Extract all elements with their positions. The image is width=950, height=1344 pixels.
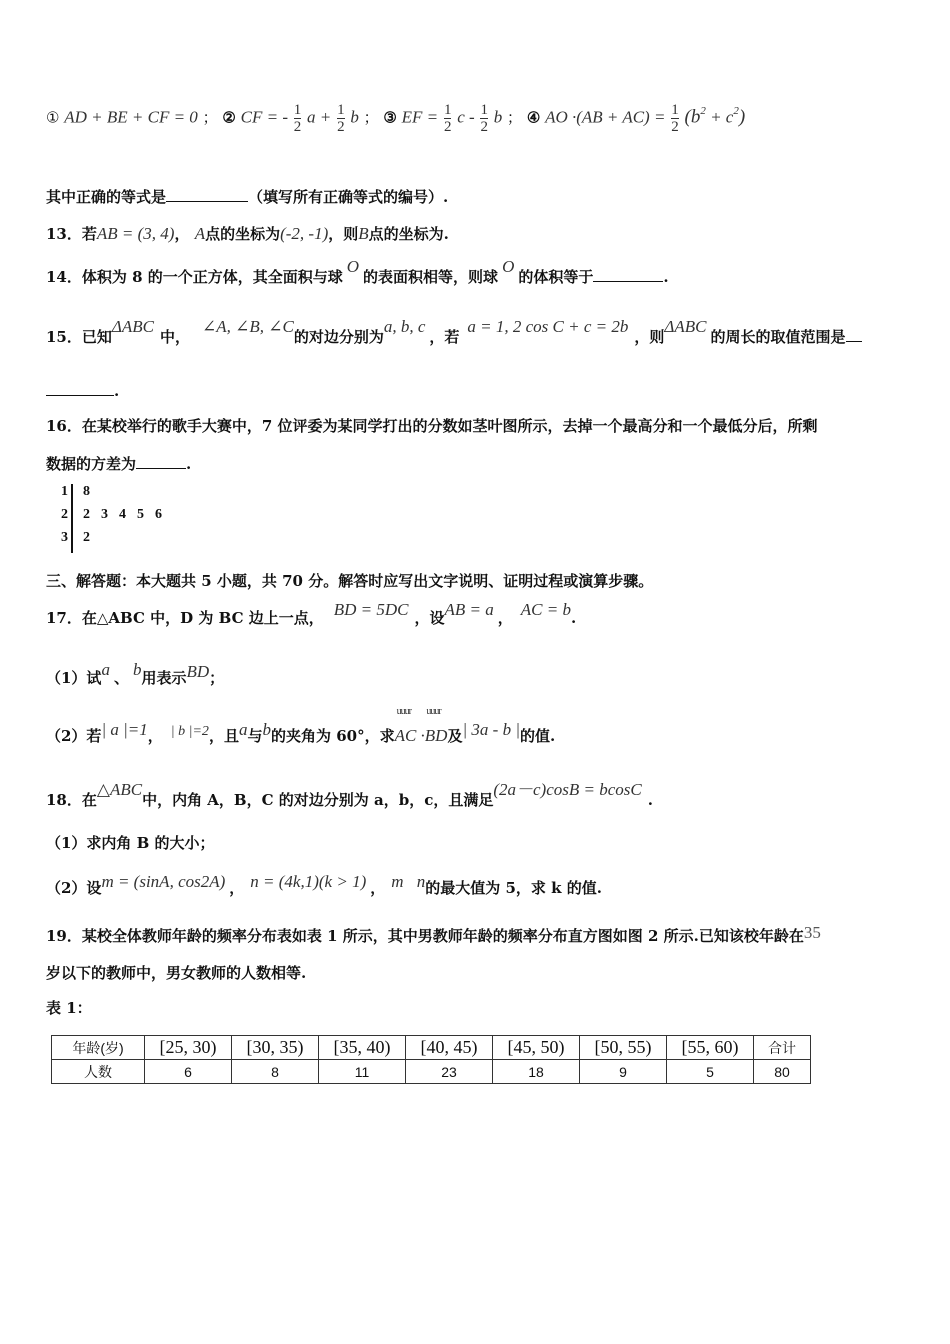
q19-line2 [46, 962, 306, 983]
section-3-text: 三、解答题：本大题共 5 小题，共 70 分。解答时应写出文字说明、证明过程或演算步骤。 [46, 572, 654, 590]
table-row-age [52, 1036, 811, 1060]
table-total: 80 [754, 1060, 811, 1084]
q17-cond1: BD = 5DC [333, 600, 409, 619]
eq4-plus: + c [705, 107, 734, 127]
eq4-open: (b [684, 106, 701, 128]
section-3-heading [46, 570, 653, 591]
eq3-end: b [493, 107, 503, 127]
eq3-lhs: EF = [401, 107, 439, 127]
eq3-frac-2: $\frac{1}{2}$ [480, 102, 488, 135]
q14-O1: O [346, 257, 360, 276]
answer-blank-q15-b[interactable] [46, 394, 114, 396]
q18-part1 [46, 832, 215, 853]
eq4-frac: $\frac{1}{2}$ [671, 102, 679, 135]
semicolon-3: ； [507, 108, 523, 127]
q17-p1-b: 用表示 [141, 669, 187, 687]
semicolon-2: ； [363, 108, 379, 127]
q17-p2-norm-a: | a |=1 [101, 720, 148, 739]
table-count: 8 [232, 1060, 319, 1084]
answer-blank-q14[interactable] [593, 280, 663, 282]
q13-pointB: B [358, 224, 369, 243]
q18-tri: △ABC [96, 780, 143, 799]
stem-divider-2 [71, 507, 73, 530]
table-row-count [52, 1060, 811, 1084]
q15-sides: a, b, c [383, 317, 426, 336]
table1-label [46, 997, 92, 1018]
q15-t6: 的周长的取值范围是 [710, 328, 846, 346]
stem-1: 1 [61, 484, 68, 499]
table-count: 9 [580, 1060, 667, 1084]
q17-t1: 17．在△ABC 中，D 为 BC 边上一点， [46, 609, 324, 627]
stem-3: 3 [61, 530, 68, 545]
q17-cond2: AB = a [444, 600, 494, 619]
q19-t1: 19．某校全体教师年龄的频率分布表如表 1 所示，其中男教师年龄的频率分布直方图如图 2 所示.已知该校年龄在 [46, 927, 804, 945]
table-interval: [55, 60) [667, 1036, 754, 1060]
table-interval: [50, 55) [580, 1036, 667, 1060]
q13 [46, 223, 449, 244]
q15-t2: 中， [159, 328, 190, 346]
q16-line1 [46, 415, 818, 436]
q13-vec: AB = (3, 4) [96, 224, 175, 243]
q15-cont [46, 382, 119, 400]
table-header-age: 年龄(岁) [52, 1036, 145, 1060]
eq3-frac-1: $\frac{1}{2}$ [443, 102, 452, 135]
q17-vector-marks: uuur uuur [396, 706, 441, 717]
table-count: 23 [406, 1060, 493, 1084]
q19 [46, 925, 821, 946]
table-count: 6 [145, 1060, 232, 1084]
table-header-count: 人数 [52, 1060, 145, 1084]
table-header-total: 合计 [754, 1036, 811, 1060]
q18-c2: ， [370, 879, 386, 897]
circle-1: ① [46, 108, 60, 127]
eq1: AD + BE + CF = 0 [64, 107, 198, 127]
table-count: 18 [493, 1060, 580, 1084]
q17-p1-a: （1）试 [46, 669, 102, 687]
leaves-2: 2 3 4 5 6 [83, 507, 162, 522]
table-interval: [25, 30) [145, 1036, 232, 1060]
eq4-close: ) [738, 106, 746, 128]
q13-pointA: A [194, 224, 206, 243]
table-interval: [30, 35) [232, 1036, 319, 1060]
q18-part2 [46, 872, 602, 898]
semicolon-1: ； [202, 108, 218, 127]
q15-t3: 的对边分别为 [293, 328, 384, 346]
q17-p1-va: a [101, 660, 110, 679]
eq2-mid: a + [307, 107, 332, 127]
q14-t2: 的表面积相等，则球 [363, 268, 499, 286]
q12-tail: （填写所有正确等式的编号）. [248, 188, 449, 206]
circle-4: ④ [526, 108, 541, 127]
q17-p2-c1: ， [147, 727, 163, 745]
q13-t1: 点的坐标为 [205, 225, 281, 243]
eq2-end: b [350, 107, 359, 127]
stem-divider-3 [71, 530, 73, 553]
table-interval: [35, 40) [319, 1036, 406, 1060]
q18-t1: 18．在 [46, 791, 97, 809]
q17-p2-norm: | 3a - b | [462, 720, 520, 739]
q15-cond: a = 1, 2 cos C + c = 2b [467, 317, 629, 336]
q17-p2-dot: AC ·BD [394, 726, 448, 745]
q15-end: . [114, 382, 120, 400]
q12-equations [46, 102, 745, 135]
q18-p2-a: （2）设 [46, 879, 102, 897]
q17 [46, 600, 577, 628]
q16-line2 [46, 453, 191, 474]
q12-prompt [46, 186, 448, 207]
frequency-table [51, 1035, 811, 1084]
eq4-sup2: 2 [733, 104, 739, 117]
q17-p2-va: a [238, 720, 248, 739]
eq3-mid: c - [457, 107, 475, 127]
q19-age: 35 [803, 923, 821, 942]
q17-t3: ， [497, 609, 513, 627]
q13-comma: ， [174, 225, 190, 243]
eq2-frac-1: $\frac{1}{2}$ [293, 102, 302, 135]
q17-p2-vb: b [262, 720, 271, 739]
eq2-lhs: CF = - [240, 107, 288, 127]
q14-t3: 的体积等于 [518, 268, 594, 286]
q13-num: 13．若 [46, 225, 97, 243]
table-count: 11 [319, 1060, 406, 1084]
eq4-sup1: 2 [700, 104, 706, 117]
q18-t2: 中，内角 A，B，C 的对边分别为 a，b，c，且满足 [142, 791, 494, 809]
answer-blank-q16[interactable] [136, 467, 186, 469]
q17-t2: ，设 [414, 609, 445, 627]
table1-label-text: 表 1： [46, 999, 92, 1017]
q14-t1: 14．体积为 8 的一个正方体，其全面积与球 [46, 268, 343, 286]
q17-part2 [46, 706, 556, 746]
q15-t4: ，若 [429, 328, 460, 346]
table-interval: [40, 45) [406, 1036, 493, 1060]
q18 [46, 780, 653, 810]
q17-p2-with: 与 [247, 727, 263, 745]
q18-cond: (2a－c)cosB = bcosC [493, 780, 642, 799]
q17-p1-vb: b [132, 660, 142, 679]
q15-tri2: ΔABC [664, 317, 707, 336]
q17-p2-end: 的值. [520, 727, 556, 745]
eq4-lhs: AO ·(AB + AC) = [545, 107, 666, 127]
q17-p1-bd: BD [186, 662, 210, 681]
q12-text: 其中正确的等式是 [46, 188, 167, 206]
q17-end: . [570, 609, 577, 627]
q15-t5: ，则 [634, 328, 665, 346]
q15-t1: 15．已知 [46, 328, 112, 346]
q17-p2-norm-b: | b |=2 [170, 724, 209, 739]
q17-p2-b: ，且 [208, 727, 239, 745]
q14-end: . [663, 268, 669, 286]
q17-p2-and: 及 [447, 727, 463, 745]
stem-divider-1 [71, 484, 73, 507]
table-count: 5 [667, 1060, 754, 1084]
q16-t2: 数据的方差为 [46, 455, 137, 473]
q17-p2-a: （2）若 [46, 727, 102, 745]
q18-n-vec: n = (4k,1)(k > 1) [250, 872, 367, 891]
q17-part1 [46, 660, 225, 688]
q17-p1-sep: 、 [113, 669, 129, 687]
stem-2: 2 [61, 507, 68, 522]
q17-dot-group [394, 706, 448, 746]
q18-p2-b: 的最大值为 5，求 k 的值. [425, 879, 602, 897]
q14 [46, 257, 669, 287]
leaves-1: 8 [83, 484, 90, 499]
leaves-3: 2 [83, 530, 90, 545]
answer-blank-q12[interactable] [166, 200, 248, 202]
circle-2: ② [222, 108, 236, 127]
q17-cond3: AC = b [520, 600, 571, 619]
circle-3: ③ [383, 108, 397, 127]
q15-tri1: ΔABC [111, 317, 154, 336]
table-interval: [45, 50) [493, 1036, 580, 1060]
q13-t2: ，则 [328, 225, 359, 243]
q13-coord: (-2, -1) [280, 224, 329, 243]
q15-angles: ∠A, ∠B, ∠C [201, 317, 294, 336]
q18-mn: m⃞n [391, 872, 426, 891]
q16-t1: 16．在某校举行的歌手大赛中，7 位评委为某同学打出的分数如茎叶图所示，去掉一个最高分和一个最低分后，所剩 [46, 417, 818, 435]
eq2-frac-2: $\frac{1}{2}$ [337, 102, 345, 135]
q17-p1-c: ； [209, 669, 225, 687]
q16-end: . [186, 455, 192, 473]
q13-t3: 点的坐标为. [368, 225, 449, 243]
q18-m-vec: m = (sinA, cos2A) [101, 872, 226, 891]
answer-blank-q15-a[interactable] [846, 340, 862, 342]
q14-O2: O [502, 257, 515, 276]
q18-c1: ， [229, 879, 245, 897]
q15 [46, 317, 862, 347]
q18-end: . [647, 791, 653, 809]
q17-p2-c: 的夹角为 60°，求 [270, 727, 395, 745]
q18-p1: （1）求内角 B 的大小； [46, 834, 215, 852]
q19-t2: 岁以下的教师中，男女教师的人数相等. [46, 964, 307, 982]
